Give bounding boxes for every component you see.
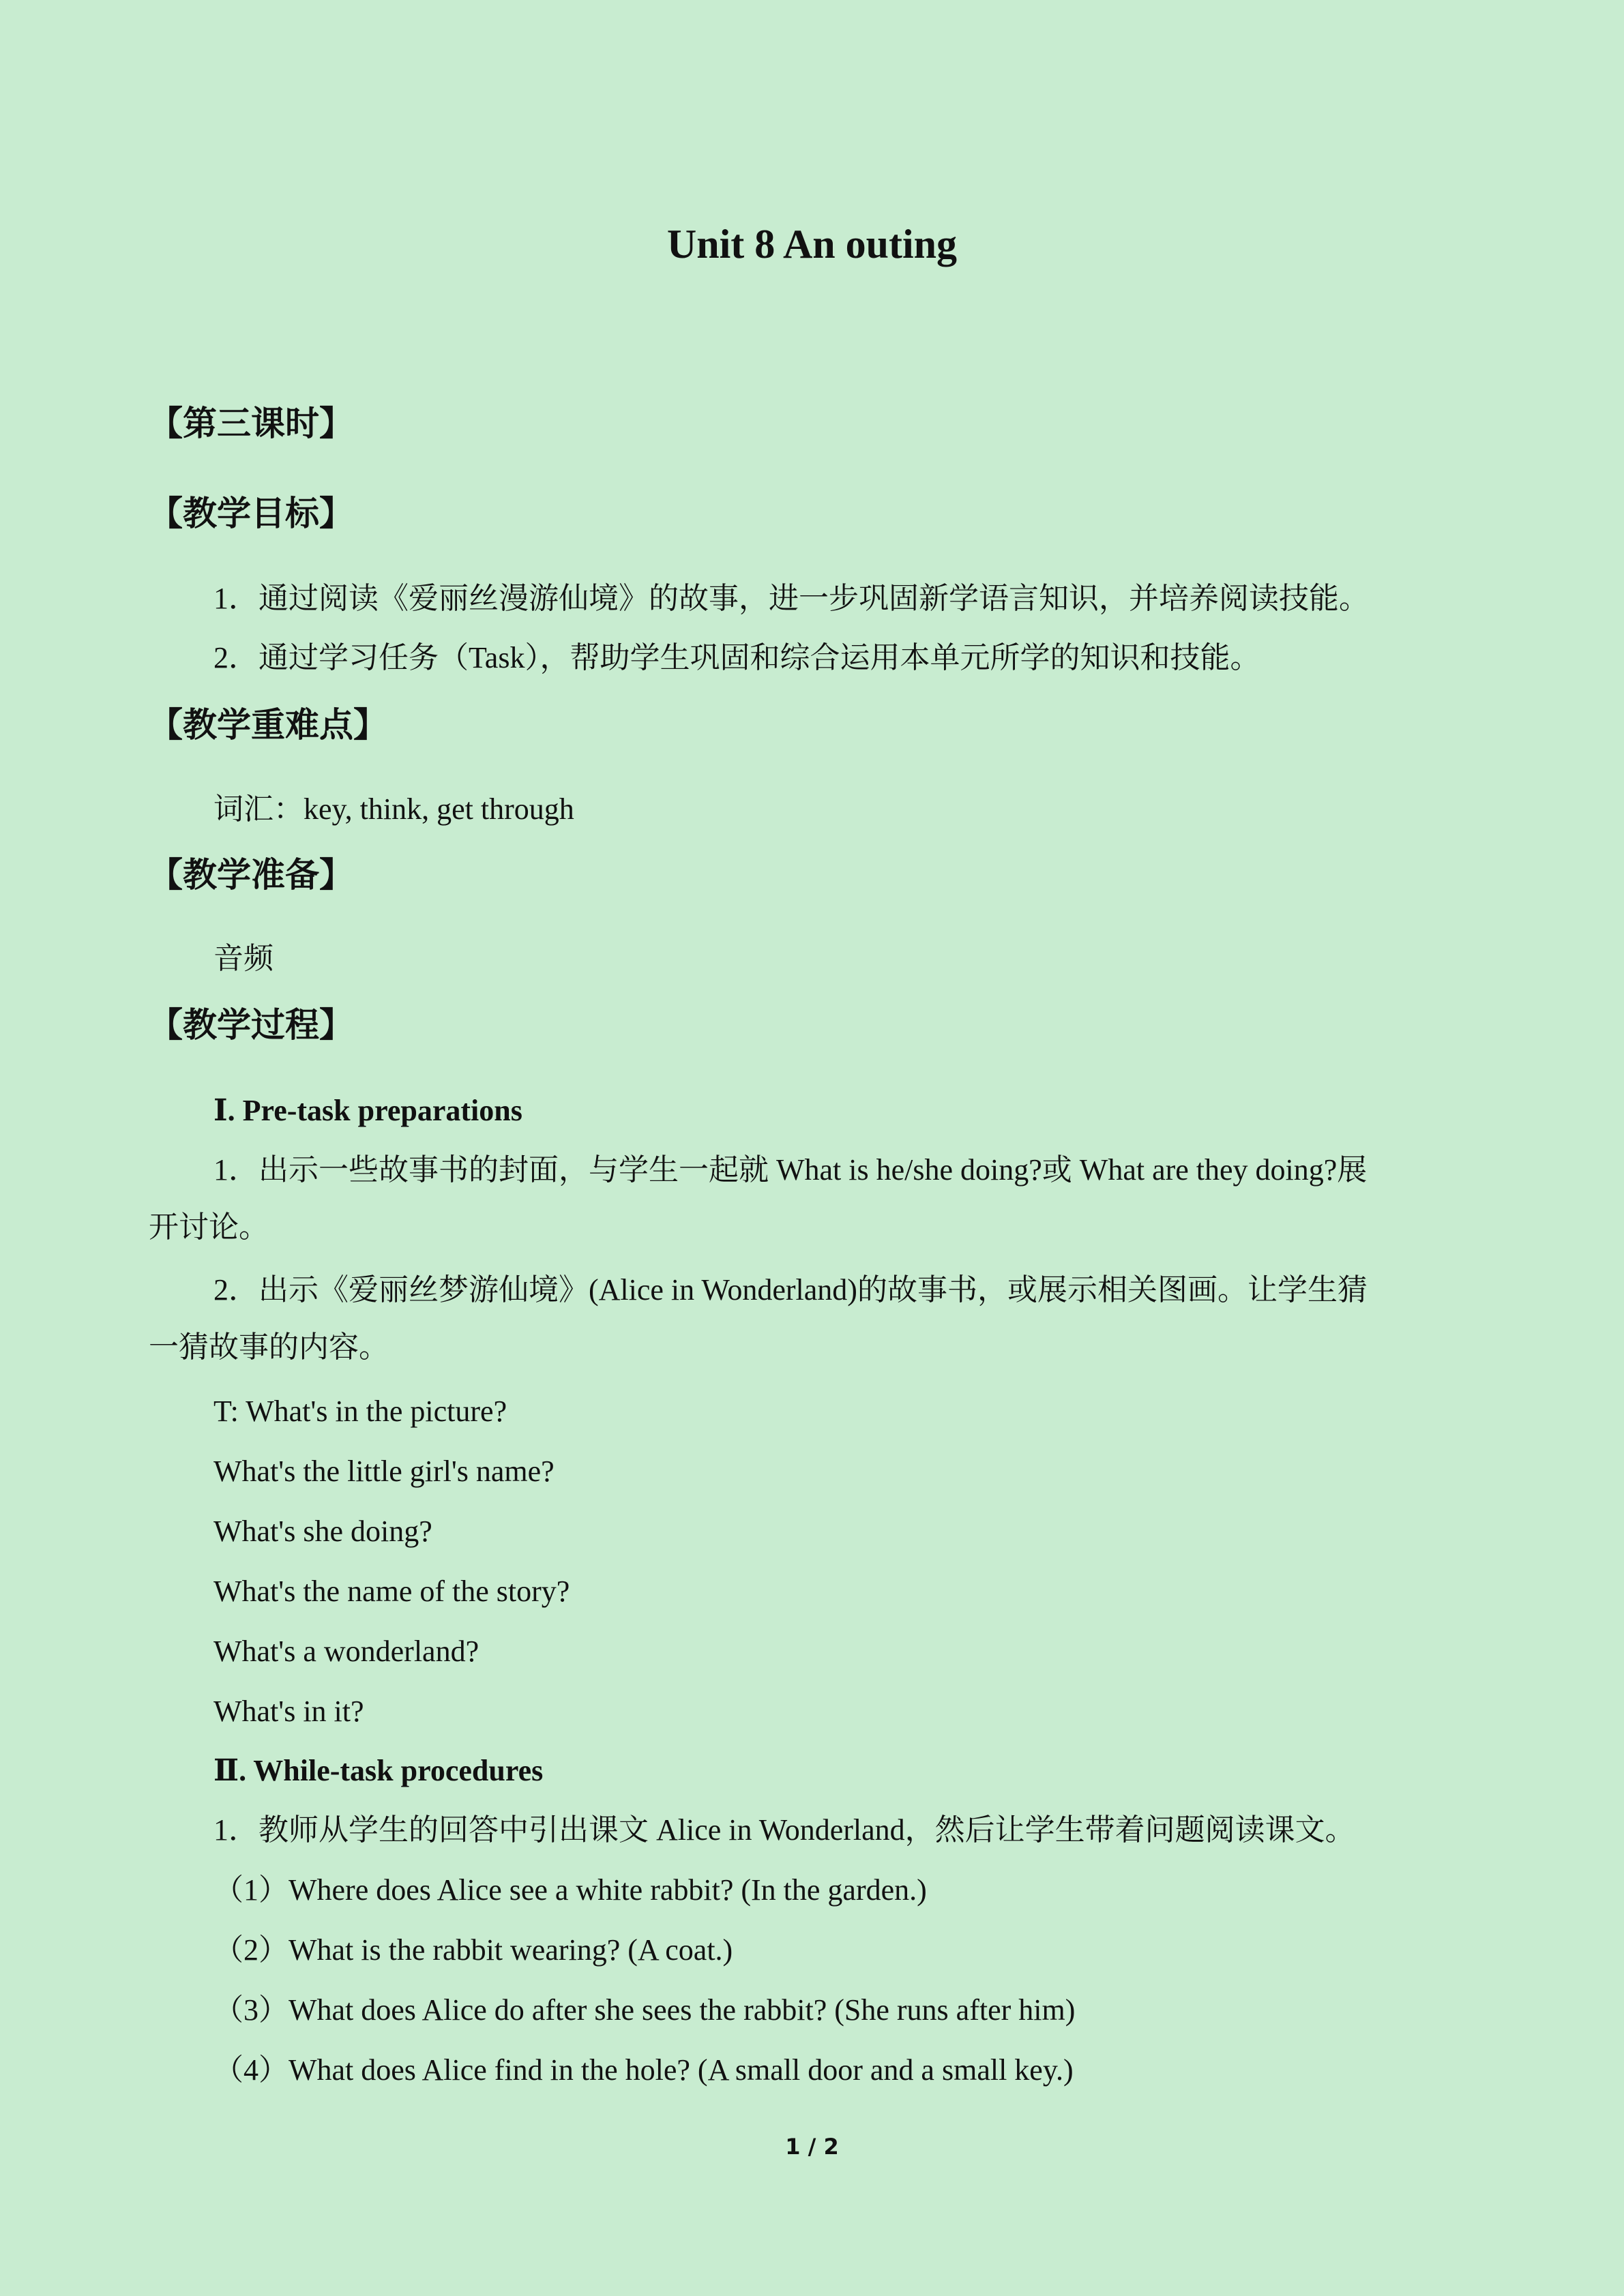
pre-task-step-1-line-1: 1．出示一些故事书的封面，与学生一起就 What is he/she doing?或 What are they doing?展 <box>213 1153 1368 1187</box>
pre-task-heading: Ⅰ. Pre-task preparations <box>213 1094 522 1127</box>
pre-task-step-2-line-2: 一猜故事的内容。 <box>149 1330 389 1364</box>
question-line: T: What's in the picture? <box>213 1395 507 1428</box>
heading-objectives: 【教学目标】 <box>149 494 353 533</box>
reading-question: （1）Where does Alice see a white rabbit? (In the garden.) <box>213 1873 927 1907</box>
reading-question: （3）What does Alice do after she sees the rabbit? (She runs after him) <box>213 1993 1076 2027</box>
heading-key-points: 【教学重难点】 <box>149 705 387 745</box>
question-line: What's she doing? <box>213 1515 432 1548</box>
reading-question: （4）What does Alice find in the hole? (A small door and a small key.) <box>213 2053 1074 2087</box>
pre-task-step-1-line-2: 开讨论。 <box>149 1210 269 1244</box>
heading-lesson-period: 【第三课时】 <box>149 404 353 443</box>
preparation-text: 音频 <box>213 942 274 975</box>
document-title: Unit 8 An outing <box>666 222 958 267</box>
while-task-heading: Ⅱ. While-task procedures <box>213 1754 544 1787</box>
pre-task-step-2-line-1: 2．出示《爱丽丝梦游仙境》(Alice in Wonderland)的故事书，或展示相关图画。让学生猜 <box>213 1273 1368 1307</box>
objective-2: 2．通过学习任务（Task），帮助学生巩固和综合运用本单元所学的知识和技能。 <box>213 641 1260 674</box>
heading-process: 【教学过程】 <box>149 1005 353 1045</box>
reading-question: （2）What is the rabbit wearing? (A coat.) <box>213 1933 733 1967</box>
key-points-text: 词汇：key, think, get through <box>213 792 574 826</box>
heading-preparation: 【教学准备】 <box>149 855 353 895</box>
objective-1: 1．通过阅读《爱丽丝漫游仙境》的故事，进一步巩固新学语言知识，并培养阅读技能。 <box>213 582 1369 615</box>
question-line: What's in it? <box>213 1695 364 1728</box>
question-line: What's the little girl's name? <box>213 1455 555 1488</box>
question-line: What's the name of the story? <box>213 1575 570 1608</box>
question-line: What's a wonderland? <box>213 1635 479 1668</box>
while-task-step-1: 1．教师从学生的回答中引出课文 Alice in Wonderland，然后让学生带着问题阅读课文。 <box>213 1813 1355 1847</box>
page-number: 1 / 2 <box>785 2134 839 2160</box>
